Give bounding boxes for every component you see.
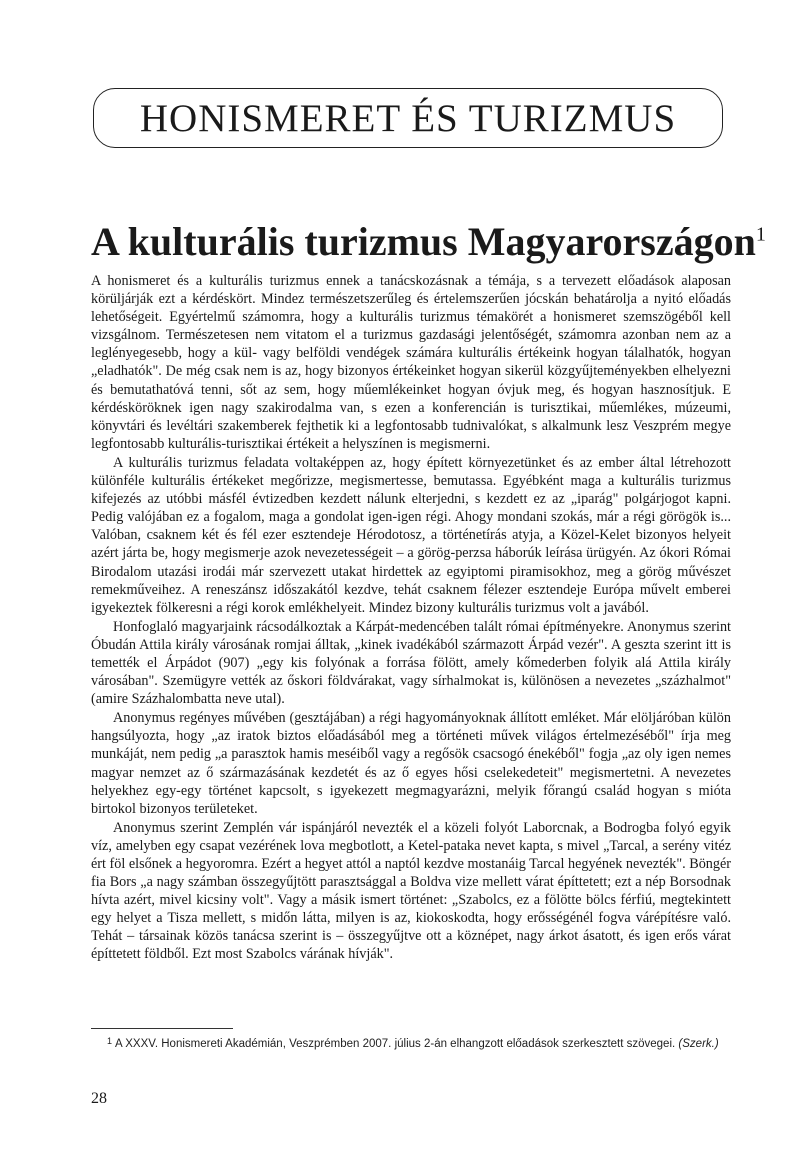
- footnote: [107, 1036, 727, 1052]
- article-body: [91, 272, 731, 964]
- section-title: HONISMERET ÉS TURIZMUS: [139, 96, 677, 140]
- paragraph-5: Anonymus szerint Zemplén vár ispánjáról nevezték el a közeli folyót Laborcnak, a Bodrogba folyó egyik víz, amelyben egy csapat vezérének lova megbotlott, a Ketel-pataka nevet kapta, s mivel „Tarcal, a serény vitéz ért föl elsőnek a hegyoromra. Ezért a hegyet attól a naptól kezdve mostanáig Tarcal hegyének nevezték". Böngér fia Bors „a nagy számban összegyűjtött parasztsággal a Boldva vize mellett várat építtetett; ezt a nép Borsodnak hívta azért, mivel kicsiny volt". Vagy a másik ismert történet: „Szabolcs, ez a fölötte bölcs férfiú, megtekintett egy helyet a Tisza mellett, s midőn látta, milyen is az, kiokoskodta, hogy erősségénél fogva várépítésre való. Tehát – társainak közös tanácsa szerint is – összegyűjtve ott a köznépet, nagy árkot ásatott, és igen erős várat építtetett földből. Ezt most Szabolcs várának hívják".: [91, 819, 731, 963]
- paragraph-2: A kulturális turizmus feladata voltaképpen az, hogy épített környezetünket és az ember által létrehozott különféle kulturális értékeket megőrizze, megismertesse, bemutassa. Egyébként maga a kulturális turizmus kifejezés az utóbbi másfél évtizedben kezdett nálunk elterjedni, s kezdett ez az „iparág" polgárjogot kapni. Pedig valójában ez a fogalom, maga a gondolat igen-igen régi. Ahogy mondani szokás, már a régi görögök is... Valóban, csaknem két és fél ezer esztendeje Hérodotosz, a történetírás atyja, a Közel-Kelet bizonyos helyeit azért járta be, hogy megismerje azok nevezetességeit – a görög-perzsa háborúk leírása ürügyén. Az ókori Római Birodalom utazási irodái már szervezett utakat hirdettek az egyiptomi piramisokhoz, meg a görög művészet remekműveihez. A reneszánsz időszakától kezdve, tehát csaknem félezer esztendeje Európa művelt emberei igyekeztek fölkeresni a régi korok emlékhelyeit. Mindez bizony kulturális turizmus volt a javából.: [91, 454, 731, 616]
- paragraph-4: Anonymus regényes művében (gesztájában) a régi hagyományoknak állított emléket. Már elöljáróban külön hangsúlyozta, hogy „az iratok biztos előadásából meg a történeti művek világos értelmezéséből" írja meg munkáját, nem pedig „a parasztok hamis meséiből vagy a regősök csacsogó énekéből" fogja „az oly igen nemes magyar nemzet az ő származásának kezdetét és az ő egyes hősi cselekedeteit" megismertetni. A nevezetes helyekhez egy-egy történet kapcsolt, s igyekezett megmagyarázni, melyik főrangú család hogyan s mióta birtokol bizonyos területeket.: [91, 710, 731, 817]
- section-header-box: [93, 88, 723, 148]
- article-title: [91, 218, 766, 265]
- footnote-divider: [91, 1028, 233, 1029]
- page-number: 28: [91, 1090, 107, 1107]
- footnote-marker: 1: [107, 1036, 113, 1046]
- paragraph-1: A honismeret és a kulturális turizmus ennek a tanácskozásnak a témája, s a tervezett előadások alaposan körüljárják ezt a kérdéskört. Mindez természetszerűleg és értelemszerűen jócskán behatárolja a nyitó előadás lehetőségeit. Egyértelmű számomra, hogy a kulturális turizmus témakörét a honismeret szemszögéből kell vizsgálnom. Természetesen nem vitatom el a turizmus gazdasági jelentőségét, számomra azonban nem az a leglényegesebb, hogy a kül- vagy belföldi vendégek számára kulturális értékeink hogyan tálalhatók, hogyan „eladhatók". De még csak nem is az, hogy bizonyos értékeinket hogyan sikerül közgyűjteményekben elhelyezni és bemutathatóvá tenni, sőt az sem, hogy műemlékeinket hogyan óvjuk meg, és hogyan hasznosítjuk. E kérdésköröknek igen nagy szakirodalma van, s ezen a konferencián is turisztikai, műemlékes, múzeumi, könyvtári és levéltári szakemberek fejthetik ki a legfontosabb tudnivalókat, s alkalmunk lesz Veszprém megye legfontosabb kulturális-turisztikai értékeit a helyszínen is megismerni.: [91, 273, 731, 452]
- footnote-editor-note: (Szerk.): [678, 1038, 719, 1050]
- title-footnote-marker: 1: [755, 223, 766, 246]
- paragraph-3: Honfoglaló magyarjaink rácsodálkoztak a Kárpát-medencében talált római építményekre. Anonymus szerint Óbudán Attila király városának romjai álltak, „kinek ivadékából származott Árpád vezér". A geszta szerint itt is temették el Árpádot (907) „egy kis folyónak a forrása fölött, amely kőmederben folyik alá Attila király városában". Szemügyre vették az őskori földvárakat, vagy sírhalmokat is, különösen a nevezetes „százhalmot" (amire Százhalombatta neve utal).: [91, 618, 731, 708]
- article-title-text: A kulturális turizmus Magyarországon: [91, 219, 756, 264]
- footnote-text: A XXXV. Honismereti Akadémián, Veszprémben 2007. július 2-án elhangzott előadások szerkesztett szövegei.: [115, 1038, 676, 1050]
